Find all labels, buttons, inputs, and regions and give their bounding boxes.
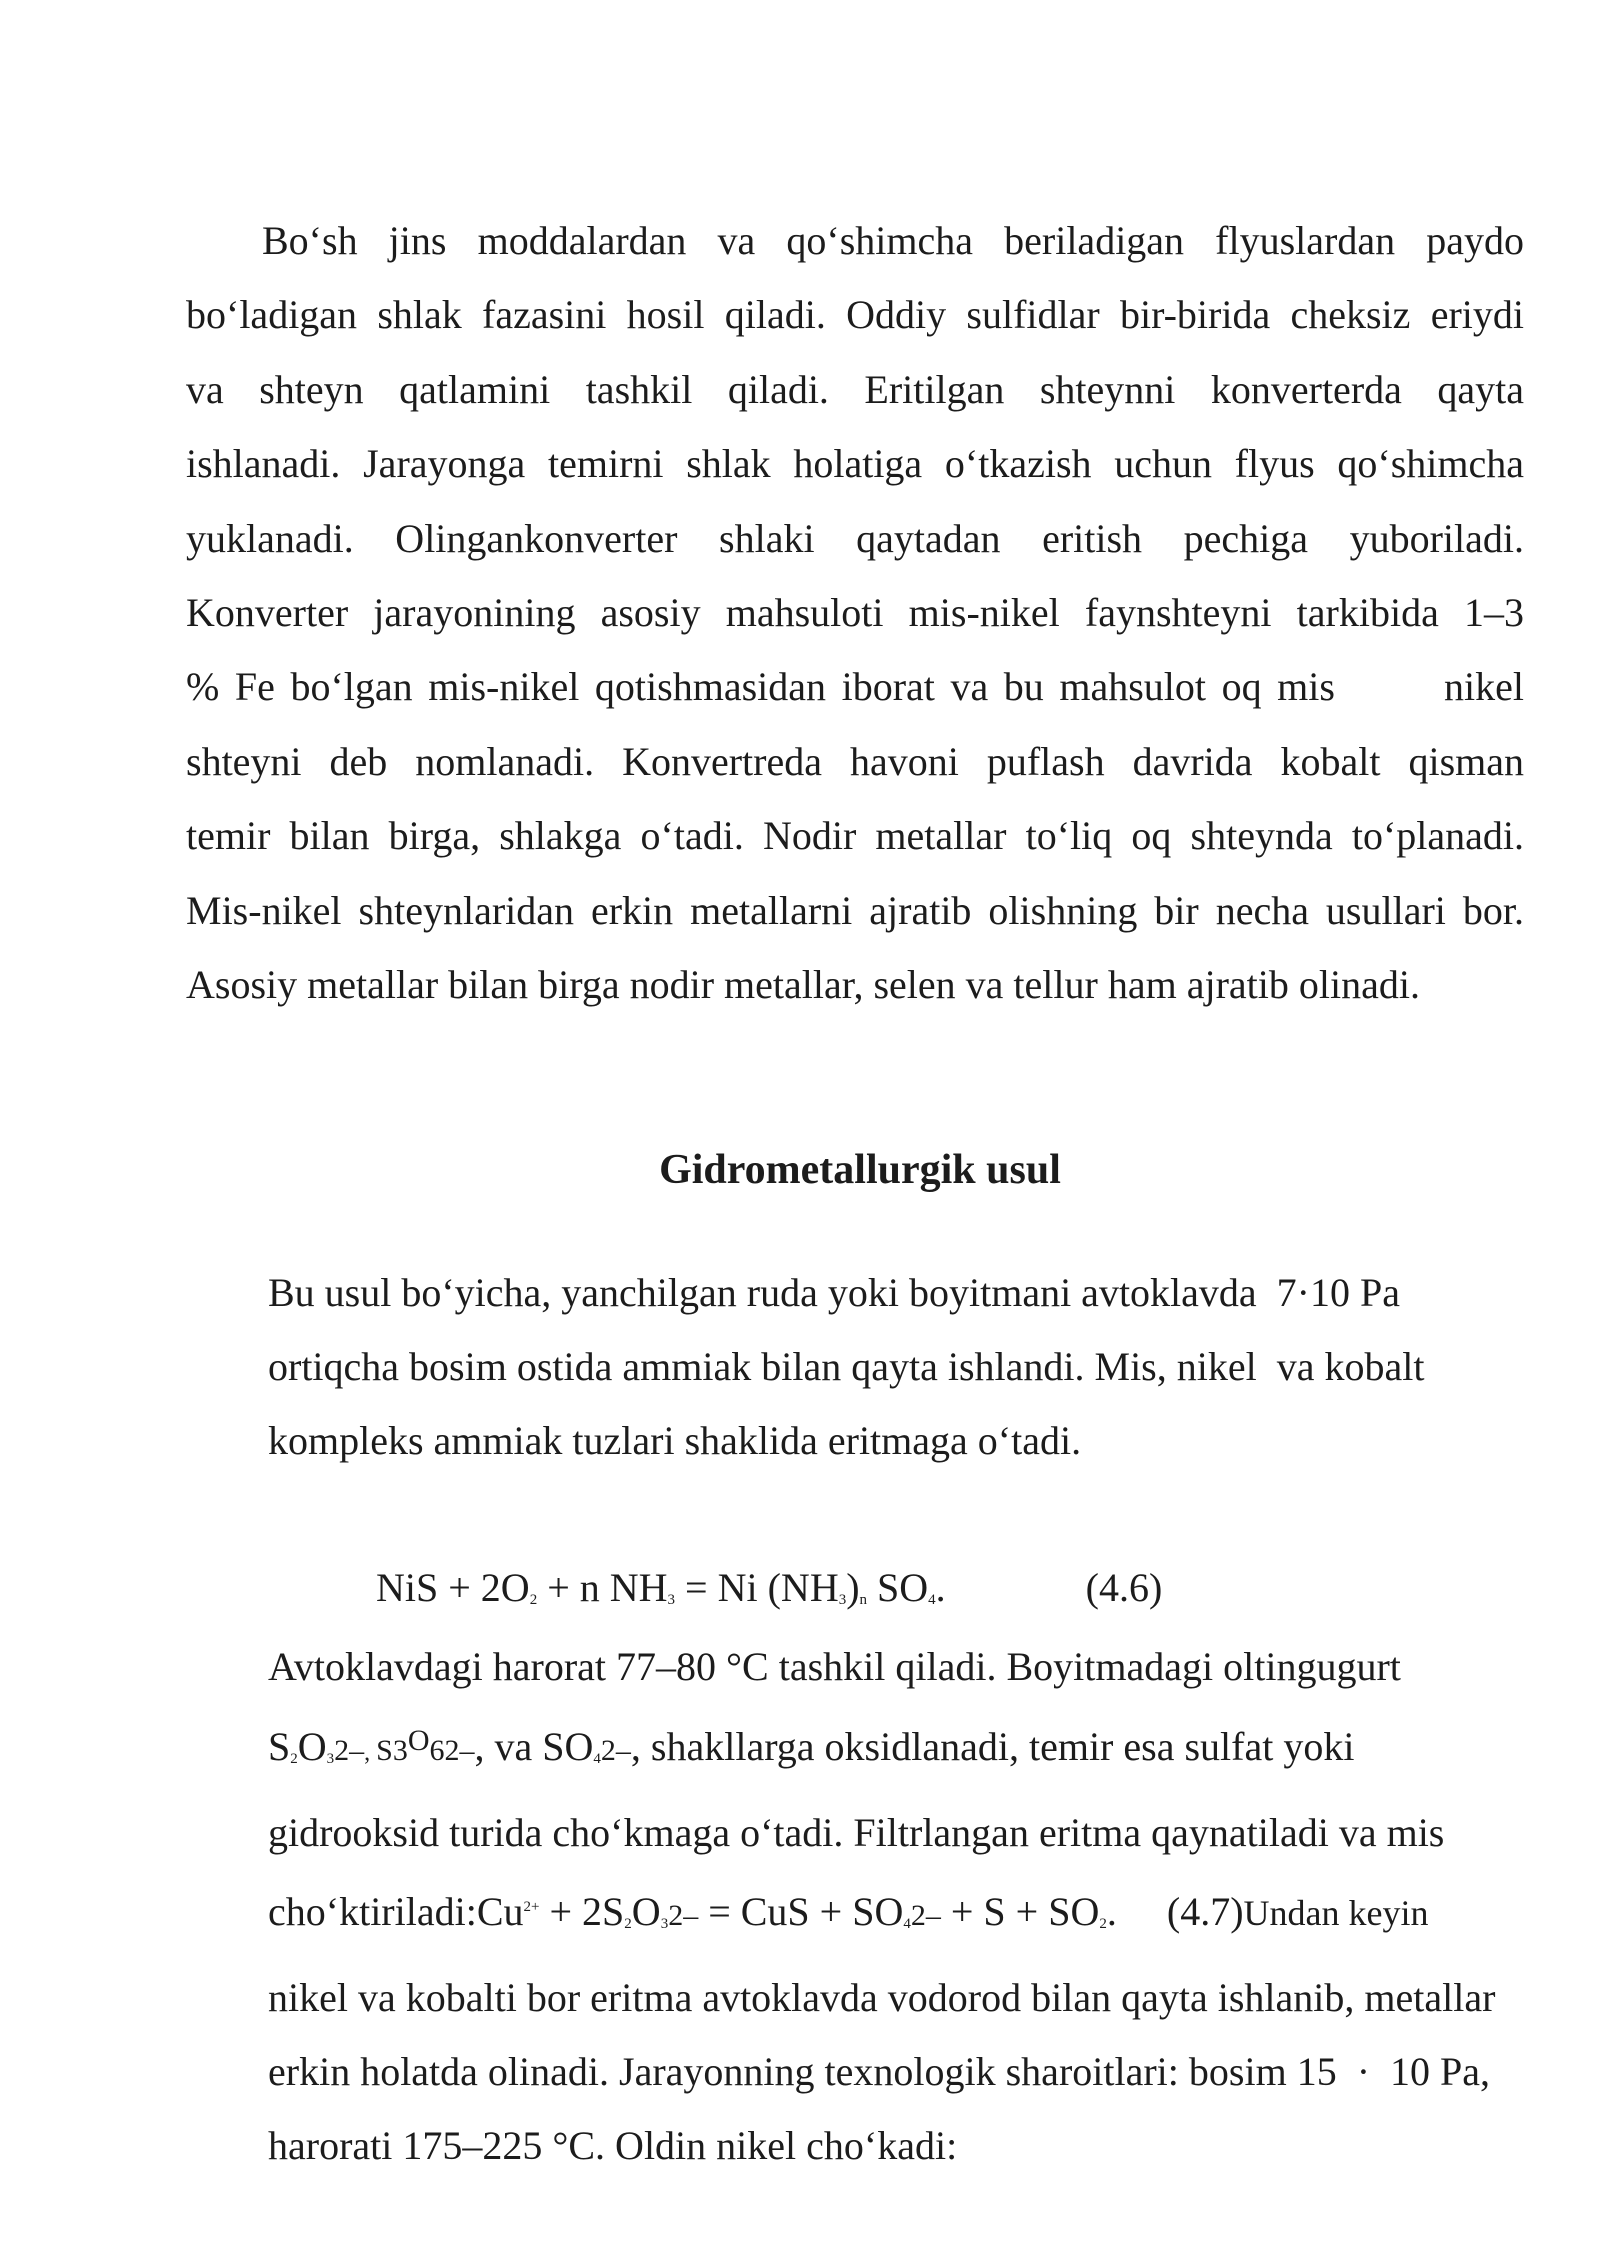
- text-line: kompleks ammiak tuzlari shaklida eritmaga o‘tadi.: [268, 1418, 1082, 1463]
- text-line: bo‘ladigan shlak fazasini hosil qiladi. Oddiy sulfidlar bir-birida cheksiz eriydi: [186, 292, 1524, 338]
- text-line: Bo‘sh jins moddalardan va qo‘shimcha beriladigan flyuslardan paydo: [262, 218, 1524, 263]
- text-line: Asosiy metallar bilan birga nodir metallar, selen va tellur ham ajratib olinadi.: [186, 962, 1420, 1008]
- text-line: Avtoklavdagi harorat 77–80 °C tashkil qiladi. Boyitmadagi oltingugurt: [268, 1644, 1401, 1689]
- ion-charge: 2–: [334, 1734, 365, 1767]
- text-part: Undan keyin: [1243, 1893, 1429, 1933]
- subscript: 2: [624, 1916, 632, 1932]
- text-line: shteyni deb nomlanadi. Konvertreda havoni puflash davrida kobalt qisman: [186, 738, 1524, 784]
- subscript: 2: [290, 1751, 298, 1767]
- text-part: = CuS + SO: [698, 1889, 904, 1934]
- text-line: erkin holatda olinadi. Jarayonning texnologik sharoitlari: bosim 15 · 10 Pa,: [268, 2049, 1491, 2094]
- equation-part: NiS + 2O: [376, 1565, 530, 1610]
- text-line: yuklanadi. Olingankonverter shlaki qaytadan eritish pechiga yuboriladi.: [186, 515, 1524, 561]
- ion-charge: 2–: [600, 1734, 631, 1767]
- text-part: S: [268, 1724, 291, 1769]
- equation-4-6: [376, 1560, 1162, 1628]
- subscript: 3: [838, 1592, 847, 1608]
- ion-charge: 2–: [910, 1899, 941, 1932]
- text-line: temir bilan birga, shlakga o‘tadi. Nodir metallar to‘liq oq shteynda to‘planadi.: [186, 813, 1524, 859]
- text-part: O: [297, 1724, 327, 1769]
- equation-part: ): [846, 1565, 860, 1610]
- text-line: % Fe bo‘lgan mis-nikel qotishmasidan iborat va bu mahsulot oq mis nikel: [186, 664, 1524, 710]
- subscript: 3: [667, 1592, 676, 1608]
- equation-part: + n NH: [537, 1565, 668, 1610]
- subscript: 4: [593, 1751, 601, 1767]
- text-line: gidrooksid turida cho‘kmaga o‘tadi. Filtrlangan eritma qaynatiladi va mis: [268, 1810, 1445, 1855]
- text-line-formula: [268, 1704, 1568, 1796]
- text-part: O: [631, 1889, 661, 1934]
- paragraph-hydrometallurgy-process: [268, 1630, 1568, 2183]
- subscript: 2: [1099, 1916, 1107, 1932]
- equation-part: SO: [867, 1565, 929, 1610]
- text-part: + S + SO: [940, 1889, 1100, 1934]
- superscript: O: [407, 1724, 430, 1757]
- text-part: , va SO: [474, 1724, 594, 1769]
- subscript: n: [859, 1592, 868, 1608]
- subscript: 2: [529, 1592, 538, 1608]
- ion-charge: 2–: [668, 1899, 699, 1932]
- text-line: harorati 175–225 °C. Oldin nikel cho‘kadi:: [268, 2123, 958, 2168]
- text-line: Konverter jarayonining asosiy mahsuloti mis-nikel faynshteyni tarkibida 1–3: [186, 590, 1524, 636]
- text-part: cho‘ktiriladi:Cu: [268, 1889, 524, 1934]
- text-line: Mis-nikel shteynlaridan erkin metallarni ajratib olishning bir necha usullari bor.: [186, 887, 1524, 933]
- paragraph-hydrometallurgy-intro: [268, 1256, 1524, 1478]
- equation-part: .: [935, 1565, 946, 1610]
- text-part: S3: [376, 1734, 408, 1767]
- equation-part: = Ni (NH: [675, 1565, 839, 1610]
- subscript: 3: [660, 1916, 669, 1932]
- text-line: nikel va kobalti bor eritma avtoklavda vodorod bilan qayta ishlanib, metallar: [268, 1975, 1496, 2020]
- text-line: ishlanadi. Jarayonga temirni shlak holatiga o‘tkazish uchun flyus qo‘shimcha: [186, 441, 1524, 487]
- equation-number: . (4.7): [1106, 1889, 1244, 1934]
- subscript: 3: [326, 1751, 335, 1767]
- subscript: 4: [903, 1916, 911, 1932]
- section-heading: Gidrometallurgik usul: [659, 1147, 1061, 1193]
- subscript: 4: [928, 1592, 936, 1608]
- paragraph-smelting: [186, 204, 1524, 1022]
- text-part: + 2S: [539, 1889, 625, 1934]
- text-line: va shteyn qatlamini tashkil qiladi. Eritilgan shteynni konverterda qayta: [186, 366, 1524, 412]
- text-line-formula: [268, 1870, 1568, 1961]
- text-line: ortiqcha bosim ostida ammiak bilan qayta ishlandi. Mis, nikel va kobalt: [268, 1344, 1425, 1389]
- text-part: , shakllarga oksidlanadi, temir esa sulfat yoki: [630, 1724, 1355, 1769]
- text-part: ,: [364, 1740, 377, 1766]
- equation-number: (4.6): [1085, 1565, 1163, 1610]
- ion-charge: 62–: [429, 1734, 475, 1767]
- superscript: 2+: [523, 1899, 540, 1915]
- text-line: Bu usul bo‘yicha, yanchilgan ruda yoki boyitmani avtoklavda 7·10 Pa: [268, 1270, 1400, 1315]
